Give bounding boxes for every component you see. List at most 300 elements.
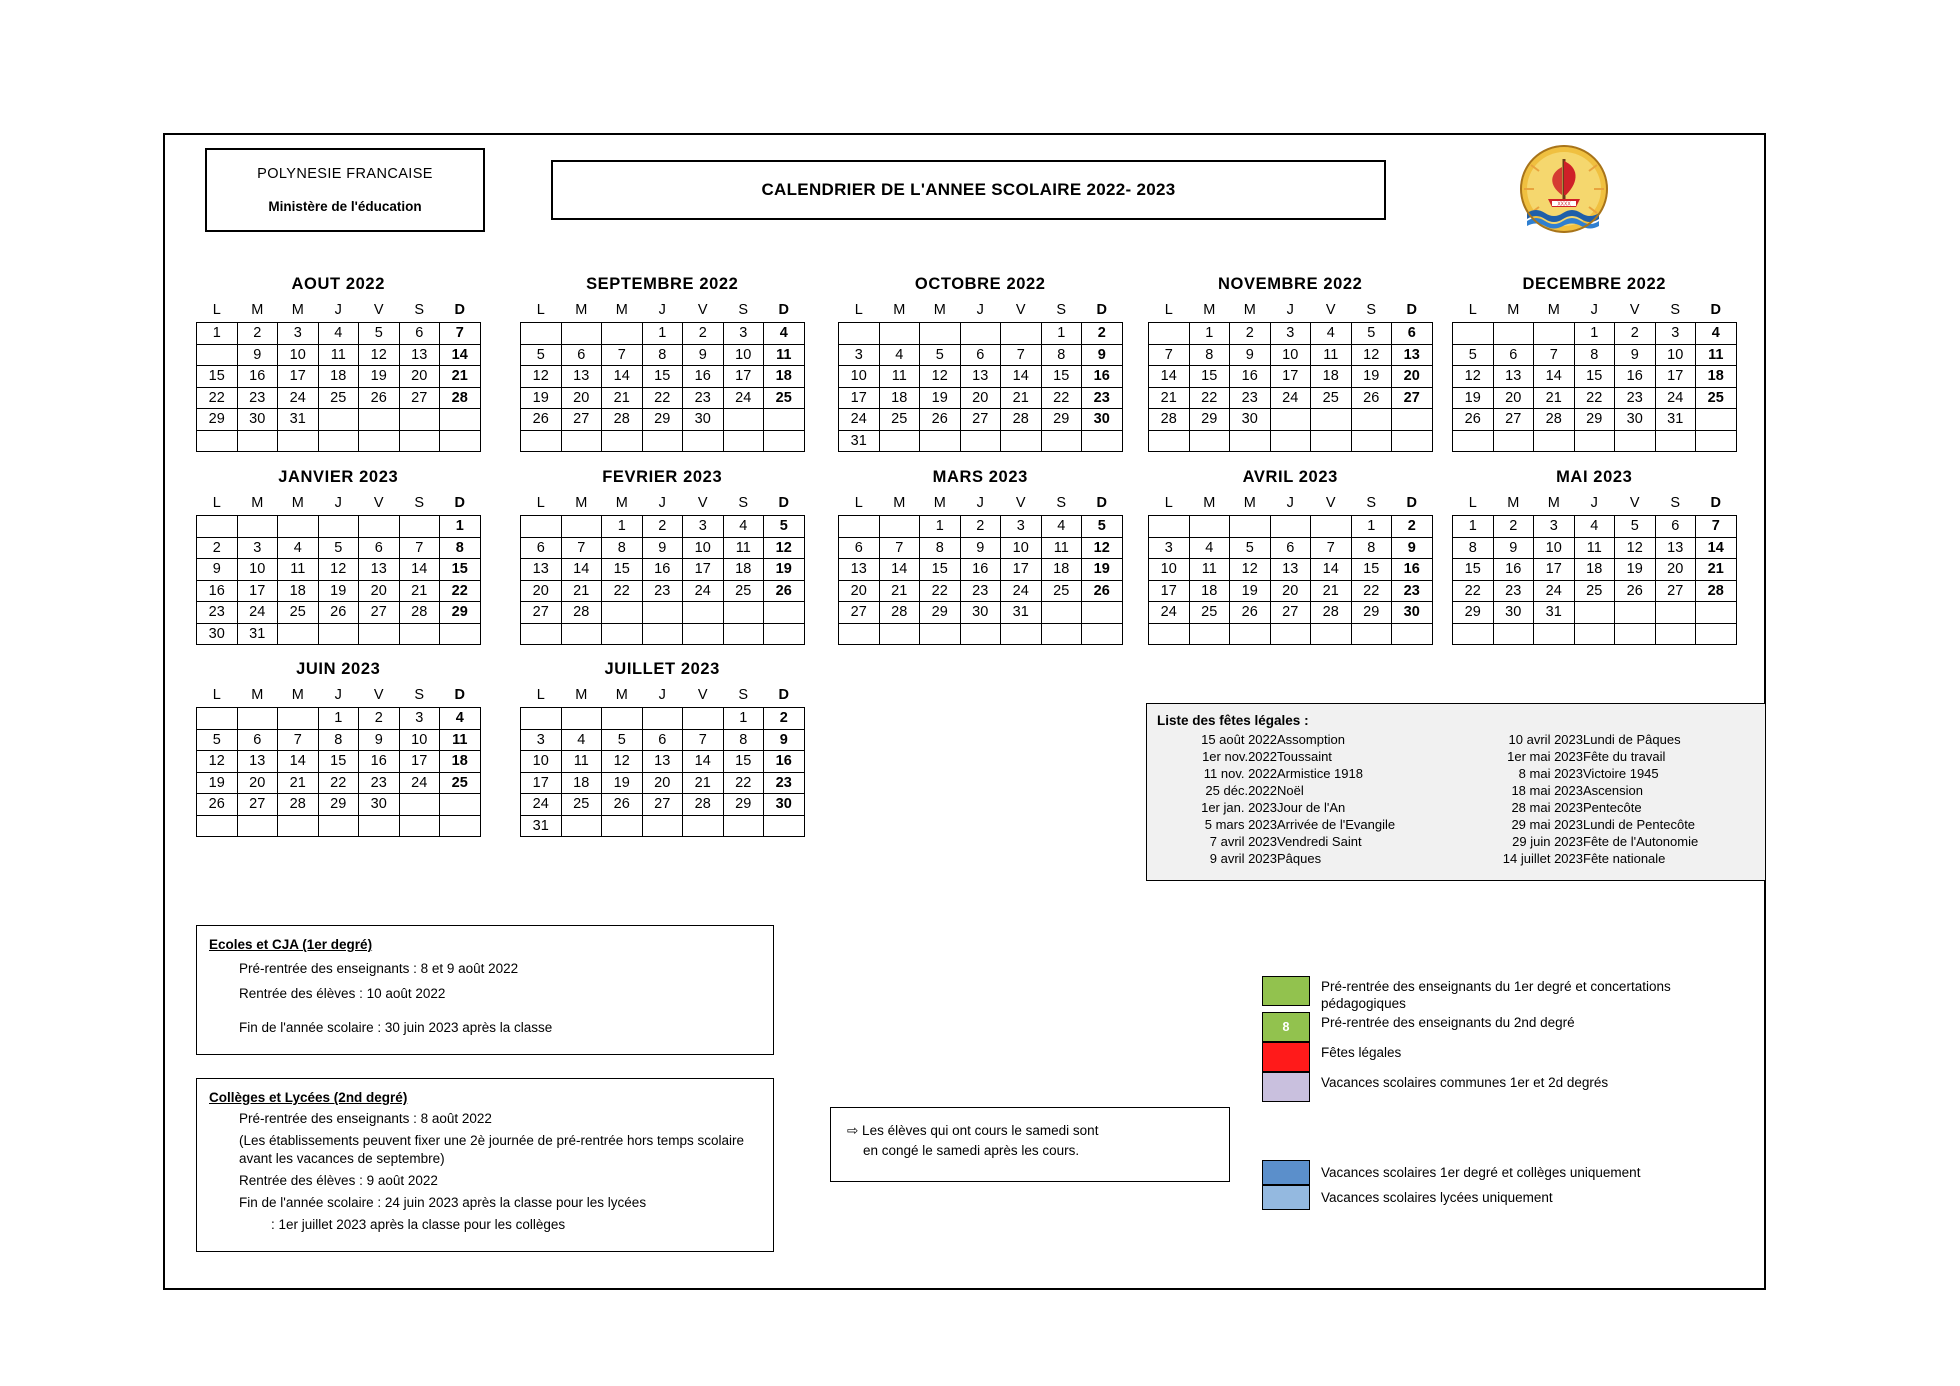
day-cell: 23 <box>960 580 1001 602</box>
day-cell: 12 <box>1453 366 1494 388</box>
day-cell: 20 <box>237 772 278 794</box>
empty-cell <box>237 430 278 452</box>
day-cell: 13 <box>839 559 880 581</box>
weekday-header-0: L <box>854 302 863 318</box>
week-row <box>1453 430 1737 452</box>
legend-row <box>1262 976 1751 1012</box>
week-row <box>1453 366 1737 388</box>
holiday-name-right: Pentecôte <box>1583 800 1642 815</box>
weekday-header-6: D <box>1710 302 1721 318</box>
day-cell: 4 <box>561 729 602 751</box>
day-cell: 5 <box>920 344 961 366</box>
empty-cell <box>602 602 643 624</box>
holiday-date-left: 9 avril 2023 <box>1209 851 1277 866</box>
month-title: NOVEMBRE 2022 <box>1218 275 1363 293</box>
weekday-header-0: L <box>1468 302 1477 318</box>
day-cell: 6 <box>521 537 562 559</box>
day-cell: 11 <box>318 344 359 366</box>
empty-cell <box>960 323 1001 345</box>
empty-cell <box>1270 430 1311 452</box>
weekday-header-4: V <box>373 302 384 318</box>
day-cell: 30 <box>683 409 724 431</box>
week-row <box>197 537 481 559</box>
empty-cell <box>764 815 805 837</box>
week-row <box>197 602 481 624</box>
day-cell: 20 <box>839 580 880 602</box>
day-cell: 1 <box>1351 516 1392 538</box>
empty-cell <box>723 430 764 452</box>
empty-cell <box>879 516 920 538</box>
day-cell: 13 <box>642 751 683 773</box>
day-cell: 21 <box>879 580 920 602</box>
weekday-header-0: L <box>536 687 545 703</box>
holiday-name-left: Arrivée de l'Evangile <box>1277 817 1396 832</box>
day-cell: 29 <box>1574 409 1615 431</box>
day-cell: 16 <box>1392 559 1433 581</box>
weekday-header-1: M <box>251 495 264 511</box>
month-grid <box>1452 491 1737 645</box>
empty-cell <box>839 623 880 645</box>
day-cell: 6 <box>399 323 440 345</box>
weekday-header-4: V <box>1015 495 1026 511</box>
weekday-header-0: L <box>854 495 863 511</box>
day-cell: 24 <box>1001 580 1042 602</box>
week-row <box>521 815 805 837</box>
day-cell: 17 <box>683 559 724 581</box>
day-cell: 15 <box>602 559 643 581</box>
day-cell: 9 <box>1392 537 1433 559</box>
empty-cell <box>1615 430 1656 452</box>
day-cell: 25 <box>318 387 359 409</box>
week-row <box>1149 559 1433 581</box>
weekday-header-0: L <box>1468 495 1477 511</box>
empty-cell <box>1311 623 1352 645</box>
day-cell: 6 <box>642 729 683 751</box>
empty-cell <box>521 708 562 730</box>
day-cell: 18 <box>723 559 764 581</box>
empty-cell <box>521 623 562 645</box>
day-cell: 26 <box>197 794 238 816</box>
day-cell: 21 <box>1149 387 1190 409</box>
day-cell: 14 <box>399 559 440 581</box>
day-cell: 12 <box>197 751 238 773</box>
empty-cell <box>879 430 920 452</box>
week-row <box>521 366 805 388</box>
day-cell: 29 <box>1189 409 1230 431</box>
day-cell: 5 <box>359 323 400 345</box>
day-cell: 9 <box>1230 344 1271 366</box>
week-row <box>521 387 805 409</box>
day-cell: 28 <box>602 409 643 431</box>
empty-cell <box>960 430 1001 452</box>
empty-cell <box>1189 516 1230 538</box>
week-row <box>197 559 481 581</box>
empty-cell <box>1351 409 1392 431</box>
weekday-header-2: M <box>1547 302 1560 318</box>
day-cell: 27 <box>1392 387 1433 409</box>
day-cell: 5 <box>764 516 805 538</box>
holiday-date-right: 10 avril 2023 <box>1508 732 1583 747</box>
legend-label: Vacances scolaires lycées uniquement <box>1321 1190 1553 1205</box>
week-row <box>1453 559 1737 581</box>
month-grid <box>1148 491 1433 645</box>
week-row <box>521 623 805 645</box>
month-grid <box>838 491 1123 645</box>
weekday-header-1: M <box>893 302 906 318</box>
day-cell: 20 <box>359 580 400 602</box>
empty-cell <box>1041 430 1082 452</box>
week-row <box>1149 537 1433 559</box>
day-cell: 13 <box>237 751 278 773</box>
weekday-header-6: D <box>454 302 465 318</box>
week-row <box>521 344 805 366</box>
weekday-header-1: M <box>1507 302 1520 318</box>
weekday-header-5: S <box>1366 495 1377 511</box>
empty-cell <box>642 815 683 837</box>
day-cell: 4 <box>723 516 764 538</box>
day-cell: 2 <box>359 708 400 730</box>
empty-cell <box>1311 516 1352 538</box>
day-cell: 23 <box>1230 387 1271 409</box>
day-cell: 12 <box>1351 344 1392 366</box>
day-cell: 12 <box>602 751 643 773</box>
day-cell: 6 <box>839 537 880 559</box>
day-cell: 7 <box>440 323 481 345</box>
empty-cell <box>1493 323 1534 345</box>
day-cell: 8 <box>723 729 764 751</box>
day-cell: 26 <box>1230 602 1271 624</box>
legend-primary <box>1262 976 1751 1102</box>
month-block-decembre-2022 <box>1452 275 1737 452</box>
empty-cell <box>602 708 643 730</box>
primary-year-end: Fin de l'année scolaire : 30 juin 2023 après la classe <box>239 1019 553 1035</box>
day-cell: 29 <box>1041 409 1082 431</box>
weekday-header-1: M <box>1203 495 1216 511</box>
svg-text:XXXX: XXXX <box>1557 201 1571 208</box>
empty-cell <box>764 409 805 431</box>
day-cell: 4 <box>1574 516 1615 538</box>
week-row <box>839 537 1123 559</box>
legend-label: Vacances scolaires 1er degré et collèges uniquement <box>1321 1165 1641 1180</box>
legal-holidays-title: Liste des fêtes légales : <box>1157 713 1309 728</box>
legend-row <box>1262 1160 1640 1185</box>
empty-cell <box>440 623 481 645</box>
month-grid <box>196 683 481 837</box>
empty-cell <box>359 623 400 645</box>
week-row <box>197 366 481 388</box>
week-row <box>1453 516 1737 538</box>
day-cell: 6 <box>1493 344 1534 366</box>
month-block-fevrier-2023 <box>520 468 805 645</box>
day-cell: 15 <box>1453 559 1494 581</box>
day-cell: 25 <box>1311 387 1352 409</box>
day-cell: 5 <box>1351 323 1392 345</box>
page-title: CALENDRIER DE L'ANNEE SCOLAIRE 2022- 2023 <box>761 180 1176 199</box>
day-cell: 4 <box>764 323 805 345</box>
empty-cell <box>683 623 724 645</box>
empty-cell <box>1453 623 1494 645</box>
day-cell: 8 <box>1574 344 1615 366</box>
weekday-header-2: M <box>933 302 946 318</box>
day-cell: 1 <box>318 708 359 730</box>
empty-cell <box>1392 430 1433 452</box>
week-row <box>521 409 805 431</box>
secondary-schools-info-box <box>196 1078 774 1252</box>
week-row <box>839 623 1123 645</box>
day-cell: 7 <box>561 537 602 559</box>
day-cell: 12 <box>1082 537 1123 559</box>
holiday-date-left: 1er jan. 2023 <box>1201 800 1277 815</box>
month-block-octobre-2022 <box>838 275 1123 452</box>
holiday-name-left: Toussaint <box>1277 749 1332 764</box>
holiday-name-right: Fête du travail <box>1583 749 1666 764</box>
weekday-header-1: M <box>1203 302 1216 318</box>
month-grid <box>1148 298 1433 452</box>
day-cell: 26 <box>1453 409 1494 431</box>
weekday-header-3: J <box>334 302 342 318</box>
empty-cell <box>399 516 440 538</box>
day-cell: 14 <box>561 559 602 581</box>
holiday-date-right: 1er mai 2023 <box>1507 749 1583 764</box>
day-cell: 6 <box>237 729 278 751</box>
empty-cell <box>521 516 562 538</box>
empty-cell <box>1270 516 1311 538</box>
month-title: FEVRIER 2023 <box>602 468 723 486</box>
day-cell: 29 <box>440 602 481 624</box>
day-cell: 2 <box>1082 323 1123 345</box>
day-cell: 14 <box>1001 366 1042 388</box>
day-cell: 22 <box>642 387 683 409</box>
empty-cell <box>318 409 359 431</box>
day-cell: 9 <box>683 344 724 366</box>
empty-cell <box>278 516 319 538</box>
day-cell: 6 <box>1392 323 1433 345</box>
day-cell: 17 <box>1534 559 1575 581</box>
holiday-row <box>1147 765 1765 782</box>
empty-cell <box>561 430 602 452</box>
empty-cell <box>1001 430 1042 452</box>
week-row <box>197 387 481 409</box>
weekday-header-0: L <box>212 495 221 511</box>
day-cell: 18 <box>561 772 602 794</box>
empty-cell <box>960 623 1001 645</box>
month-title: DECEMBRE 2022 <box>1522 275 1666 293</box>
week-row <box>521 708 805 730</box>
day-cell: 15 <box>920 559 961 581</box>
weekday-header-4: V <box>697 495 708 511</box>
day-cell: 1 <box>1453 516 1494 538</box>
day-cell: 27 <box>642 794 683 816</box>
day-cell: 19 <box>1351 366 1392 388</box>
day-cell: 9 <box>359 729 400 751</box>
day-cell: 25 <box>764 387 805 409</box>
empty-cell <box>237 815 278 837</box>
day-cell: 14 <box>278 751 319 773</box>
month-block-aout-2022 <box>196 275 481 452</box>
secondary-note: (Les établissements peuvent fixer une 2è journée de pré-rentrée hors temps scolaire avant les vacances de septembre) <box>239 1133 745 1166</box>
day-cell: 2 <box>1615 323 1656 345</box>
day-cell: 12 <box>920 366 961 388</box>
day-cell: 17 <box>839 387 880 409</box>
day-cell: 27 <box>237 794 278 816</box>
empty-cell <box>1351 623 1392 645</box>
day-cell: 23 <box>1082 387 1123 409</box>
day-cell: 26 <box>359 387 400 409</box>
weekday-header-5: S <box>1670 302 1681 318</box>
day-cell: 16 <box>237 366 278 388</box>
day-cell: 21 <box>602 387 643 409</box>
weekday-header-2: M <box>291 687 304 703</box>
day-cell: 14 <box>1534 366 1575 388</box>
empty-cell <box>440 794 481 816</box>
empty-cell <box>1311 430 1352 452</box>
day-cell: 8 <box>197 344 238 366</box>
week-row <box>839 602 1123 624</box>
empty-cell <box>197 430 238 452</box>
empty-cell <box>399 815 440 837</box>
weekday-header-2: M <box>1243 302 1256 318</box>
day-cell: 6 <box>359 537 400 559</box>
day-cell: 1 <box>1574 323 1615 345</box>
day-cell: 7 <box>399 537 440 559</box>
empty-cell <box>683 815 724 837</box>
day-cell: 3 <box>1655 323 1696 345</box>
legend-swatch-light_blue <box>1262 1185 1310 1210</box>
empty-cell <box>197 708 238 730</box>
day-cell: 2 <box>1230 323 1271 345</box>
day-cell: 18 <box>318 366 359 388</box>
weekday-header-2: M <box>933 495 946 511</box>
week-row <box>1453 409 1737 431</box>
day-cell: 22 <box>723 772 764 794</box>
week-row <box>197 794 481 816</box>
holiday-name-right: Lundi de Pentecôte <box>1583 817 1696 832</box>
empty-cell <box>1189 430 1230 452</box>
weekday-header-4: V <box>373 687 384 703</box>
day-cell: 14 <box>1311 559 1352 581</box>
empty-cell <box>399 794 440 816</box>
day-cell: 25 <box>1574 580 1615 602</box>
empty-cell <box>1149 430 1190 452</box>
day-cell: 2 <box>1493 516 1534 538</box>
day-cell: 10 <box>521 751 562 773</box>
day-cell: 10 <box>683 537 724 559</box>
weekday-header-4: V <box>697 687 708 703</box>
holiday-row <box>1147 731 1765 748</box>
holiday-name-left: Jour de l'An <box>1277 800 1346 815</box>
weekday-header-3: J <box>658 302 666 318</box>
empty-cell <box>1311 409 1352 431</box>
day-cell: 22 <box>318 772 359 794</box>
empty-cell <box>1001 623 1042 645</box>
holiday-date-left: 25 déc.2022 <box>1205 783 1277 798</box>
day-cell: 19 <box>1230 580 1271 602</box>
weekday-header-4: V <box>1629 302 1640 318</box>
weekday-header-5: S <box>738 495 749 511</box>
day-cell: 7 <box>1001 344 1042 366</box>
month-grid <box>196 298 481 452</box>
week-row <box>1453 323 1737 345</box>
month-block-septembre-2022 <box>520 275 805 452</box>
week-row <box>521 751 805 773</box>
day-cell: 13 <box>1493 366 1534 388</box>
empty-cell <box>1230 430 1271 452</box>
day-cell: 11 <box>440 729 481 751</box>
weekday-header-2: M <box>1547 495 1560 511</box>
saturday-note-line2: en congé le samedi après les cours. <box>863 1142 1080 1158</box>
weekday-header-1: M <box>1507 495 1520 511</box>
holiday-date-right: 18 mai 2023 <box>1511 783 1583 798</box>
empty-cell <box>1041 623 1082 645</box>
week-row <box>839 344 1123 366</box>
day-cell: 11 <box>879 366 920 388</box>
month-title: AVRIL 2023 <box>1242 468 1338 486</box>
month-title: JUIN 2023 <box>296 660 381 678</box>
empty-cell <box>839 323 880 345</box>
week-row <box>1149 366 1433 388</box>
day-cell: 19 <box>920 387 961 409</box>
weekday-header-5: S <box>738 302 749 318</box>
day-cell: 2 <box>683 323 724 345</box>
empty-cell <box>359 430 400 452</box>
day-cell: 2 <box>1392 516 1433 538</box>
day-cell: 10 <box>237 559 278 581</box>
day-cell: 13 <box>960 366 1001 388</box>
day-cell: 15 <box>318 751 359 773</box>
day-cell: 31 <box>278 409 319 431</box>
day-cell: 22 <box>920 580 961 602</box>
day-cell: 28 <box>278 794 319 816</box>
day-cell: 4 <box>440 708 481 730</box>
week-row <box>839 366 1123 388</box>
empty-cell <box>1655 623 1696 645</box>
day-cell: 7 <box>1311 537 1352 559</box>
empty-cell <box>839 516 880 538</box>
legend-label: Pré-rentrée des enseignants du 1er degré et concertations pédagogiques <box>1321 979 1671 1011</box>
day-cell: 1 <box>920 516 961 538</box>
weekday-header-3: J <box>1590 302 1598 318</box>
weekday-header-6: D <box>1096 495 1107 511</box>
weekday-header-0: L <box>212 687 221 703</box>
week-row <box>197 430 481 452</box>
empty-cell <box>1270 623 1311 645</box>
empty-cell <box>879 623 920 645</box>
day-cell: 26 <box>602 794 643 816</box>
empty-cell <box>1696 623 1737 645</box>
empty-cell <box>1082 623 1123 645</box>
weekday-header-1: M <box>575 302 588 318</box>
day-cell: 7 <box>879 537 920 559</box>
week-row <box>521 430 805 452</box>
day-cell: 22 <box>602 580 643 602</box>
day-cell: 21 <box>278 772 319 794</box>
month-grid <box>1452 298 1737 452</box>
weekday-header-2: M <box>615 495 628 511</box>
holiday-name-right: Fête de l'Autonomie <box>1583 834 1699 849</box>
day-cell: 22 <box>1041 387 1082 409</box>
day-cell: 15 <box>1351 559 1392 581</box>
month-title: OCTOBRE 2022 <box>914 275 1046 293</box>
holiday-name-left: Armistice 1918 <box>1277 766 1363 781</box>
day-cell: 3 <box>278 323 319 345</box>
holiday-name-left: Vendredi Saint <box>1277 834 1362 849</box>
day-cell: 15 <box>1041 366 1082 388</box>
empty-cell <box>879 323 920 345</box>
primary-student-start: Rentrée des élèves : 10 août 2022 <box>239 986 446 1002</box>
empty-cell <box>1351 430 1392 452</box>
holiday-row <box>1147 816 1765 833</box>
day-cell: 17 <box>1149 580 1190 602</box>
